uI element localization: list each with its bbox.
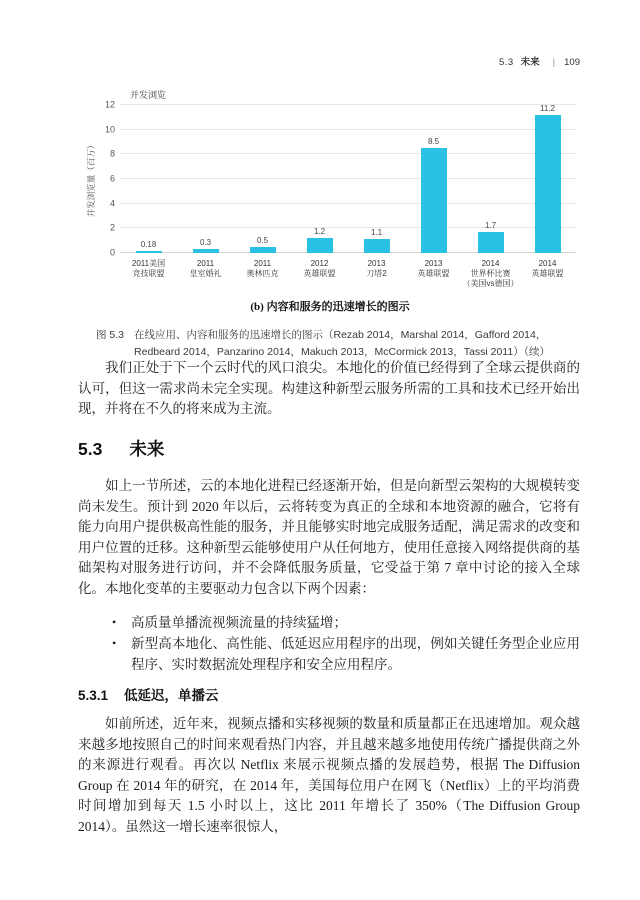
- y-tick-label: 12: [104, 99, 115, 110]
- figure-caption-text: 在线应用、内容和服务的迅速增长的图示（Rezab 2014，Marshal 2014，Gafford 2014，Redbeard 2014，Panzarino 2014，Makuch 2013，McCormick 2013，Tassi 2011）（续）: [134, 329, 550, 358]
- bar: [136, 251, 162, 253]
- x-category-label: 2014 世界杯比赛 （美国vs德国）: [462, 259, 519, 288]
- y-tick-label: 8: [109, 148, 115, 159]
- bar-value-label: 0.18: [140, 239, 157, 249]
- bar-group: [462, 105, 519, 253]
- paragraph-netflix: 如前所述，近年来，视频点播和实移视频的数量和质量都正在迅速增加。观众越来越多地按照自己的时间来观看热门内容，并且越来越多地使用传统广播提供商之外的来源进行观看。再次以 Netflix 来展示视频点播的发展趋势，根据 The Diffusion Group 在 2014 年的研究，在 2014 年，美国每位用户在网飞（Netflix）上的平均消费时间增加到每天 1.5 小时以上，这比 2011 年增长了 350%（The Diffusion Group 2014）。虽然这一增长速率很惊人，: [78, 716, 580, 834]
- bullet-icon: •: [112, 615, 117, 629]
- bar-value-label: 11.2: [540, 104, 555, 113]
- chart-yticks: [98, 99, 120, 258]
- bar-group: [519, 105, 576, 253]
- figure-5-3: [84, 88, 576, 360]
- bar: [478, 232, 504, 253]
- y-tick-label: 4: [109, 198, 115, 209]
- bar: [307, 238, 333, 253]
- bar-group: [291, 105, 348, 253]
- bar-value-label: 0.5: [256, 235, 269, 245]
- running-head: [78, 54, 580, 68]
- chart-ylabel-column: [84, 105, 98, 253]
- section-heading-title: 未来: [129, 439, 165, 459]
- bar: [535, 115, 561, 253]
- subsection-heading-title: 低延迟，单播云: [124, 688, 219, 703]
- bar-group: [405, 105, 462, 253]
- bar-group: [120, 105, 177, 253]
- bar-value-label: 8.5: [427, 137, 440, 147]
- chart-plot: [120, 105, 576, 253]
- paragraph-intro: 我们正处于下一个云时代的风口浪尖。本地化的价值已经得到了全球云提供商的认可，但这一需求尚未完全实现。构建这种新型云服务所需的工具和技术已经开始出现，并将在不久的将来成为主流。: [78, 360, 580, 416]
- x-category-label: 2011 皇室婚礼: [189, 259, 222, 278]
- section-heading-number: 5.3: [78, 439, 103, 459]
- x-category-label: 2014 英雄联盟: [531, 259, 564, 278]
- chart-subcaption: (b) 内容和服务的迅速增长的图示: [250, 301, 410, 313]
- bar-group: [177, 105, 234, 253]
- subsection-heading-number: 5.3.1: [78, 688, 109, 703]
- y-tick-label: 6: [109, 173, 115, 184]
- y-tick-label: 0: [109, 247, 115, 258]
- chart-y-axis-label: 并发浏览量（百万）: [86, 140, 96, 218]
- page-number: 109: [564, 57, 580, 68]
- bar-chart: [84, 88, 576, 314]
- bar: [250, 247, 276, 253]
- list-item: [112, 633, 580, 675]
- chart-main: [84, 99, 576, 258]
- x-category-label: 2013 刀塔2: [366, 259, 387, 278]
- y-tick-label: 2: [109, 222, 115, 233]
- subsection-heading: [78, 684, 580, 704]
- chart-bars: [120, 105, 576, 253]
- figure-caption-label: 图 5.3: [96, 329, 125, 341]
- bar: [364, 239, 390, 253]
- bar-group: [348, 105, 405, 253]
- bar-value-label: 1.1: [370, 228, 383, 238]
- bullet-icon: •: [112, 636, 117, 650]
- figure-caption: [84, 327, 576, 360]
- y-tick-label: 10: [104, 124, 115, 135]
- x-category-label: 2011美国 竞技联盟: [131, 259, 166, 278]
- running-head-section-title: 未来: [520, 57, 540, 68]
- bar-group: [234, 105, 291, 253]
- bar-value-label: 0.3: [199, 238, 212, 248]
- driver-bullet-list: [78, 612, 580, 675]
- bar-value-label: 1.2: [313, 227, 326, 237]
- bar-value-label: 1.7: [484, 221, 497, 231]
- bullet-text: 新型高本地化、高性能、低延迟应用程序的出现，例如关键任务型企业应用程序、实时数据流处理程序和安全应用程序。: [131, 636, 580, 672]
- x-category-label: 2011 奥林匹克: [246, 259, 279, 278]
- chart-title: 并发浏览: [130, 90, 167, 100]
- chart-xlabels: [120, 259, 576, 289]
- x-category-label: 2013 英雄联盟: [417, 259, 450, 278]
- paragraph-future: 如上一节所述，云的本地化进程已经逐渐开始，但是向新型云架构的大规模转变尚未发生。预计到 2020 年以后，云将转变为真正的全球和本地资源的融合，它将有能力向用户提供极高性能的服务，并且能够实时地完成服务适配，满足需求的改变和用户位置的迁移。这种新型云能够使用户从任何地方，使用任意接入网络提供商的基础架构对服务进行访问，并不会降低服务质量，它受益于第 7 章中讨论的接入全球化。本地化变革的主要驱动力包含以下两个因素：: [78, 478, 580, 596]
- bar: [193, 249, 219, 253]
- bullet-text: 高质量单播流视频流量的持续猛增；: [131, 615, 347, 630]
- section-heading: [78, 436, 580, 461]
- running-head-divider: |: [552, 57, 556, 68]
- running-head-section-number: 5.3: [498, 57, 514, 68]
- bar: [421, 148, 447, 253]
- x-category-label: 2012 英雄联盟: [303, 259, 336, 278]
- list-item: [112, 612, 580, 633]
